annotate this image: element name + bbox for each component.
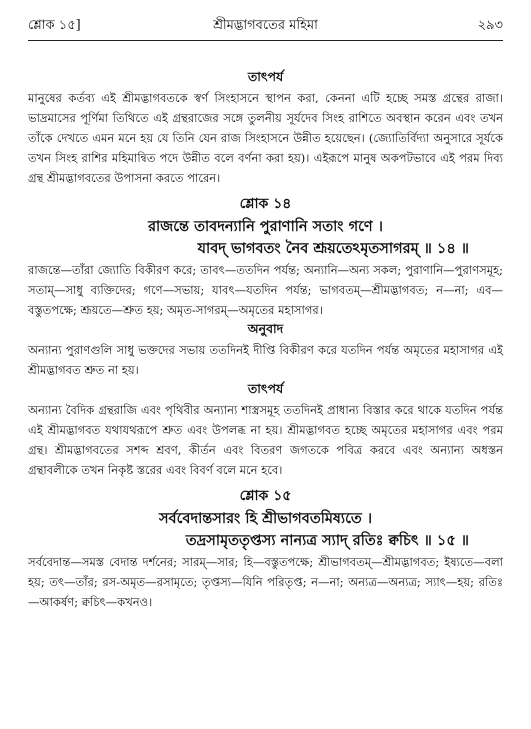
verse-15-line-1: সর্ববেদান্তসারং হি শ্রীভাগবতমিষ্যতে । <box>158 510 373 527</box>
purport-heading: তাৎপর্য <box>247 69 284 84</box>
verse-14-heading: শ্লোক ১৪ <box>239 196 292 212</box>
translation-14-heading: অনুবাদ <box>247 321 284 336</box>
verse-15-synonyms: সর্ববেদান্ত—সমস্ত বেদান্ত দর্শনের; সারম্—সার; হি—বস্তুতপক্ষে; শ্রীভাগবতম্—শ্রীমদ্ভাগবত; ইষ্যতে—বলা হয়; তৎ—তাঁর; রস-অমৃত—রসামৃতে; তৃপ্তস্য—যিনি পরিতৃপ্ত; ন—না; অন্যত্র—অন্যত্র; স্যাৎ—হয়; রতিঃ—আকর্ষণ; ক্বচিৎ—কখনও। <box>28 555 503 609</box>
purport-14-heading: তাৎপর্য <box>247 381 284 396</box>
page-header <box>28 16 503 36</box>
verse-14-line-1: রাজন্তে তাবদন্যানি পুরাণানি সতাং গণে । <box>148 218 383 235</box>
header-rule <box>28 40 503 41</box>
chapter-title: শ্রীমদ্ভাগবতের মহিমা <box>213 18 318 33</box>
translation-14-text: অন্যান্য পুরাণগুলি সাধু ভক্তদের সভায় ততদিনই দীপ্তি বিকীরণ করে যতদিন পর্যন্ত অমৃতের মহাসাগর এই শ্রীমদ্ভাগবত শ্রুত না হয়। <box>28 343 503 377</box>
verse-15-line-2: তদ্রসামৃততৃপ্তস্য নান্যত্র স্যাদ্ রতিঃ ক্বচিৎ ॥ ১৫ ॥ <box>185 532 469 549</box>
purport-14-text: অন্যান্য বৈদিক গ্রন্থরাজি এবং পৃথিবীর অন্যান্য শাস্ত্রসমূহ ততদিনই প্রাধান্য বিস্তার করে থাকে যতদিন পর্যন্ত এই শ্রীমদ্ভাগবত যথাযথরূপে শ্রুত এবং উপলব্ধ না হয়। শ্রীমদ্ভাগবত হচ্ছে অমৃতের মহাসাগর এবং পরম গ্রন্থ। শ্রীমদ্ভাগবতের সশব্দ শ্রবণ, কীর্তন এবং বিতরণ জগতকে পবিত্র করবে এবং অন্যান্য অধস্তন গ্রন্থাবলীকে তখন নিকৃষ্ট স্তরের এবং বিবর্ণ বলে মনে হবে। <box>28 403 503 477</box>
purport-text: মানুষের কর্তব্য এই শ্রীমদ্ভাগবতকে স্বর্ণ সিংহাসনে স্থাপন করা, কেননা এটি হচ্ছে সমস্ত গ্রন্থের রাজা। ভাদ্রমাসের পূর্ণিমা তিথিতে এই গ্রন্থরাজের সঙ্গে তুলনীয় সূর্যদেব সিংহ রাশিতে অবস্থান করেন এবং তখন তাঁকে দেখতে এমন মনে হয় যে তিনি যেন রাজ সিংহাসনে উন্নীত হয়েছেন। (জ্যোতির্বিদ্যা অনুসারে সূর্যকে তখন সিংহ রাশির মহিমান্বিত পদে উন্নীত বলে বর্ণনা করা হয়)। এইরূপে মানুষ অকপটভাবে এই পরম দিব্য গ্রন্থ শ্রীমদ্ভাগবতের উপাসনা করতে পারেন। <box>28 91 503 185</box>
page-number: ২৯৩ <box>477 18 503 33</box>
verse-reference: শ্লোক ১৫] <box>28 18 81 33</box>
verse-15-heading: শ্লোক ১৫ <box>239 488 292 504</box>
page-content <box>28 68 503 612</box>
verse-14-synonyms: রাজন্তে—তাঁরা জ্যোতি বিকীরণ করে; তাবৎ—ততদিন পর্যন্ত; অন্যানি—অন্য সকল; পুরাণানি—পুরাণসমূহ; সতাম্—সাধু ব্যক্তিদের; গণে—সভায়; যাবৎ—যতদিন পর্যন্ত; ভাগবতম্—শ্রীমদ্ভাগবত; ন—না; এব—বস্তুতপক্ষে; শ্রূয়তে—শ্রুত হয়; অমৃত-সাগরম্—অমৃতের মহাসাগর। <box>28 263 503 317</box>
verse-14-line-2: যাবদ্ ভাগবতং নৈব শ্রূয়তেঽমৃতসাগরম্ ॥ ১৪ ॥ <box>197 240 469 257</box>
